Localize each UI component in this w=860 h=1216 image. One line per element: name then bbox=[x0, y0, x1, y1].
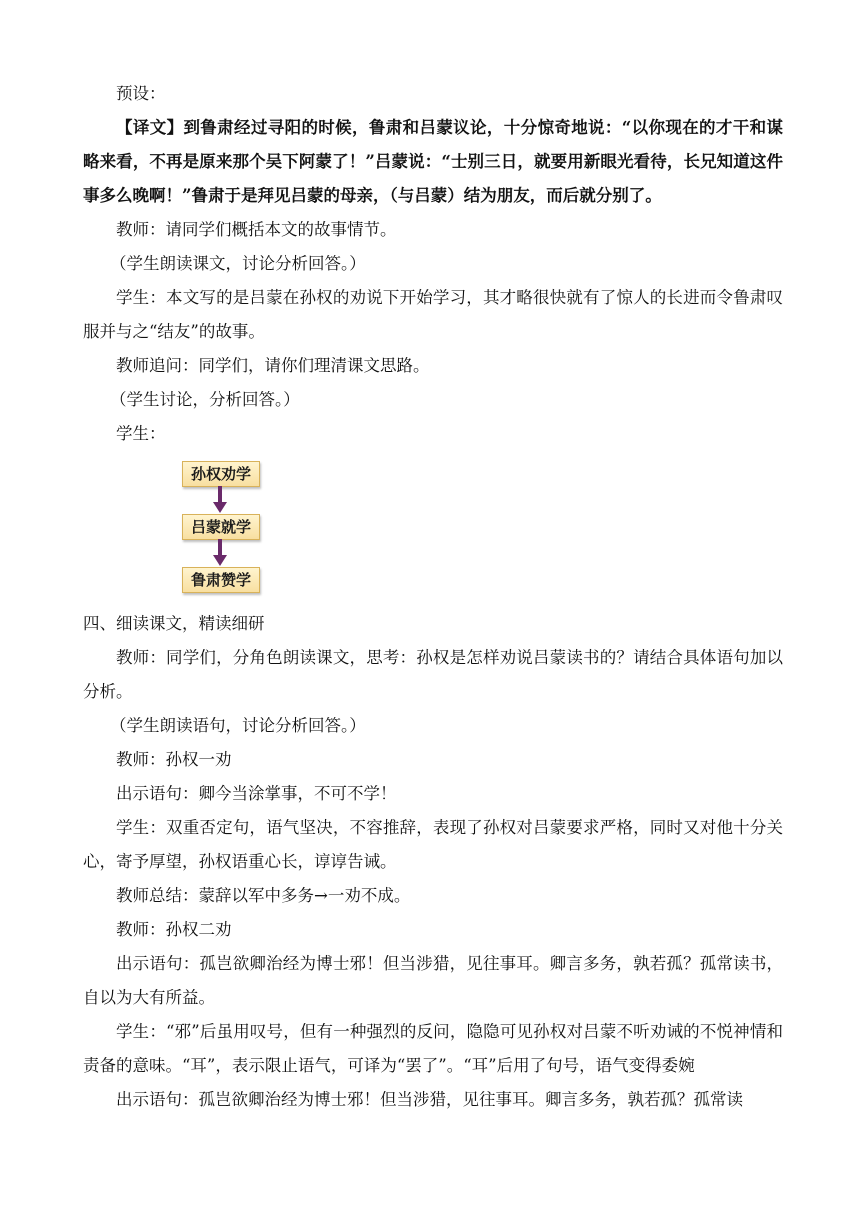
teacher-question-3: 教师：同学们，分角色朗读课文，思考：孙权是怎样劝说吕蒙读书的？请结合具体语句加以分析。 bbox=[83, 648, 783, 701]
teacher-second-persuasion: 教师：孙权二劝 bbox=[116, 920, 232, 939]
quote-1: 出示语句：卿今当涂掌事，不可不学！ bbox=[116, 784, 397, 803]
preset-label: 预设： bbox=[116, 84, 166, 103]
student-note-1: （学生朗读课文，讨论分析回答。） bbox=[110, 254, 366, 273]
flow-arrow-down-icon bbox=[210, 539, 230, 567]
flow-step-3: 鲁肃赞学 bbox=[182, 567, 260, 593]
student-note-3: （学生朗读语句，讨论分析回答。） bbox=[110, 716, 366, 735]
translation-paragraph bbox=[83, 111, 783, 213]
student-answer-1: 学生：本文写的是吕蒙在孙权的劝说下开始学习，其才略很快就有了惊人的长进而令鲁肃叹服并与之“结友”的故事。 bbox=[83, 288, 783, 341]
teacher-first-persuasion: 教师：孙权一劝 bbox=[116, 750, 232, 769]
student-answer-4: 学生：“邪”后虽用叹号，但有一种强烈的反问，隐隐可见孙权对吕蒙不听劝诫的不悦神情和责备的意味。“耳”，表示限止语气，可译为“罢了”。“耳”后用了句号，语气变得委婉 bbox=[83, 1022, 783, 1075]
quote-2: 出示语句：孤岂欲卿治经为博士邪！但当涉猎，见往事耳。卿言多务，孰若孤？孤常读书，自以为大有所益。 bbox=[83, 954, 783, 1007]
teacher-followup: 教师追问：同学们，请你们理清课文思路。 bbox=[116, 356, 430, 375]
flow-step-1: 孙权劝学 bbox=[182, 461, 260, 487]
teacher-prompt-summary: 教师：请同学们概括本文的故事情节。 bbox=[116, 220, 397, 239]
section-heading-4: 四、细读课文，精读细研 bbox=[83, 614, 265, 633]
teacher-summary-1: 教师总结：蒙辞以军中多务→一劝不成。 bbox=[116, 886, 411, 905]
flow-arrow-down-icon bbox=[210, 486, 230, 514]
student-answer-3: 学生：双重否定句，语气坚决，不容推辞，表现了孙权对吕蒙要求严格，同时又对他十分关心，寄予厚望，孙权语重心长，谆谆告诫。 bbox=[83, 818, 783, 871]
quote-3: 出示语句：孤岂欲卿治经为博士邪！但当涉猎，见往事耳。卿言多务，孰若孤？孤常读 bbox=[116, 1090, 743, 1109]
student-answer-2-label: 学生： bbox=[116, 424, 166, 443]
translation-tag: 【译文】 bbox=[116, 118, 184, 137]
translation-text: 到鲁肃经过寻阳的时候，鲁肃和吕蒙议论，十分惊奇地说：“以你现在的才干和谋略来看，不再是原来那个吴下阿蒙了！”吕蒙说：“士别三日，就要用新眼光看待，长兄知道这件事多么晚啊！”鲁肃于是拜见吕蒙的母亲，（与吕蒙）结为朋友，而后就分别了。 bbox=[83, 118, 783, 205]
student-note-2: （学生讨论，分析回答。） bbox=[110, 390, 300, 409]
flow-step-2: 吕蒙就学 bbox=[182, 514, 260, 540]
